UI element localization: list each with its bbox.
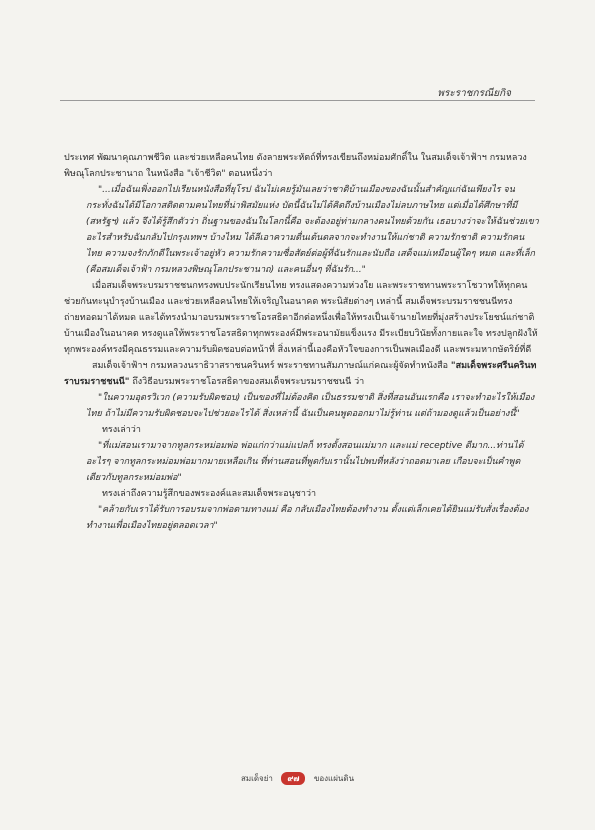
running-header: พระราชกรณียกิจ [437, 88, 511, 99]
quote-letter: "...เมื่อฉันเพิ่งออกไปเรียนหนังสือที่ยุโรป ฉันไม่เคยรู้มันเลยว่าชาติบ้านเมืองของฉันนั้นสำคัญแก่ฉันเพียงไร จนกระทั่งฉันได้มีโอกาสติดตามคนไทยที่น่าพิสมัยแห่ง บัดนี้ฉันไม่ได้คิดถึงบ้านเมืองไม่ลบภาษไทย แต่เมื่อได้ศึกษาที่มี (สหรัฐฯ) แล้ว จึงได้รู้สึกตัวว่า ถิ่นฐานของฉันในโลกนี้คือ จะต้องอยู่ท่ามกลางคนไทยด้วยกัน เธอบางว่าจะให้ฉันช่วยเขาอะไรสำหรับฉันกลับไปกรุงเทพฯ บ้างไหม ได้ลีเอาความตื่นเต้นดลจากจะทำงานให้แก่ชาติ ความรักชาติ ความรักคนไทย ความจงรักภักดีในพระเจ้าอยู่หัว ความรักความซื่อสัตย์ต่อผู้ที่ฉันรักและนับถือ เสด็จแม่เหมือนผู้ใดๆ หมด และที่เล็ก (คือสมเด็จเจ้าฟ้า กรมหลวงพิษณุโลกประชานาถ) และคนอื่นๆ ที่ฉันรัก..." [86, 185, 539, 275]
paragraph-interview [64, 358, 539, 390]
footer-left-text: สมเด็จย่า [240, 774, 273, 783]
paragraph-intro: ประเทศ พัฒนาคุณภาพชีวิต และช่วยเหลือคนไทย ดังลายพระหัตถ์ที่ทรงเขียนถึงหม่อมศักดิ์ใน ในสมเด็จเจ้าฟ้าฯ กรมหลวงพิษณุโลกประชานาถ ในหนังสือ "เจ้าชีวิต" ตอนหนึ่งว่า [64, 153, 527, 179]
book-title: "สมเด็จพระศรีนครินทราบรมราชชนนี" [64, 361, 537, 387]
quote-mother-teaching: "ที่แม่สอนเรามาจากทูลกระหม่อมพ่อ พ่อแก่กว่าแม่แปลก็ ทรงตั้งสอนแม่มาก และแม่ receptive ดีมาก...ท่านได้อะไรๆ จากทูลกระหม่อมพ่อมากมายเหลือเกิน ที่ท่านสอนที่พูดกับเรานั้นไปพบที่หลังว่าถอดมาเลย เกือบจะเป็นคำพูดเดียวกับทูลกระหม่อมพ่อ" [86, 441, 524, 483]
header-rule [60, 100, 535, 101]
footer-right-text: ของแผ่นดิน [313, 774, 355, 783]
interview-text-pre: สมเด็จเจ้าฟ้าฯ กรมหลวงนราธิวาสราชนครินทร์ พระราชทานสัมภาษณ์แก่คณะผู้จัดทำหนังสือ [92, 361, 451, 371]
page-number: ๙๗ [281, 772, 305, 785]
page-footer [0, 772, 595, 785]
body-text [64, 150, 539, 534]
paragraph-upbringing: เมื่อสมเด็จพระบรมราชชนกทรงพบประนักเรียนไทย ทรงแสดงความห่วงใย และพระราชทานพระราโชวาทให้ทุกคนช่วยกันทะนุบำรุงบ้านเมือง และช่วยเหลือคนไทยให้เจริญในอนาคต พระนิสัยต่างๆ เหล่านี้ สมเด็จพระบรมราชชนนีทรงถ่ายทอดมาได้หมด และได้ทรงนำมาอบรมพระราชโอรสธิดาอีกต่อหนึ่งเพื่อให้ทรงเป็นเจ้านายไทยที่มุ่งสร้างประโยชน์แก่ชาติบ้านเมืองในอนาคต ทรงดูแลให้พระราชโอรสธิดาทุกพระองค์มีพระอนามัยแข็งแรง มีระเบียบวินัยทั้งกายและใจ ทรงปลูกฝังให้ทุกพระองค์ทรงมีคุณธรรมและความรับผิดชอบต่อหน้าที่ สิ่งเหล่านี้เองคือหัวใจของการเป็นพลเมืองดี และพระมหากษัตริย์ที่ดี [64, 281, 538, 355]
label-told: ทรงเล่าว่า [102, 425, 141, 435]
label-feelings: ทรงเล่าถึงความรู้สึกของพระองค์และสมเด็จพระอนุชาว่า [102, 489, 317, 499]
interview-text-post: ถึงวิธีอบรมพระราชโอรสธิดาของสมเด็จพระบรมราชชนนี ว่า [129, 377, 365, 387]
quote-responsibility: "ในความอุดรวิเวก (ความรับผิดชอบ) เป็นของที่ไม่ต้องคิด เป็นธรรมชาติ สิ่งที่สอนอันแรกคือ เราจะทำอะไรให้เมืองไทย ถ้าไม่มีความรับผิดชอบจะไปช่วยอะไรได้ สิ่งเหล่านี้ ฉันเป็นคนพูดออกมาไม่รู้ท่าน แต่ถ้ามองดูแล้วเป็นอย่างนี้" [86, 393, 535, 419]
quote-work-for-thailand: "คล้ายกับเราได้รับการอบรมจากพ่อตามทางแม่ คือ กลับเมืองไทยต้องทำงาน ตั้งแต่เล็กเคยได้ยินแม่รับสั่งเรื่องต้องทำงานเพื่อเมืองไทยอยู่ตลอดเวลา" [86, 505, 529, 531]
